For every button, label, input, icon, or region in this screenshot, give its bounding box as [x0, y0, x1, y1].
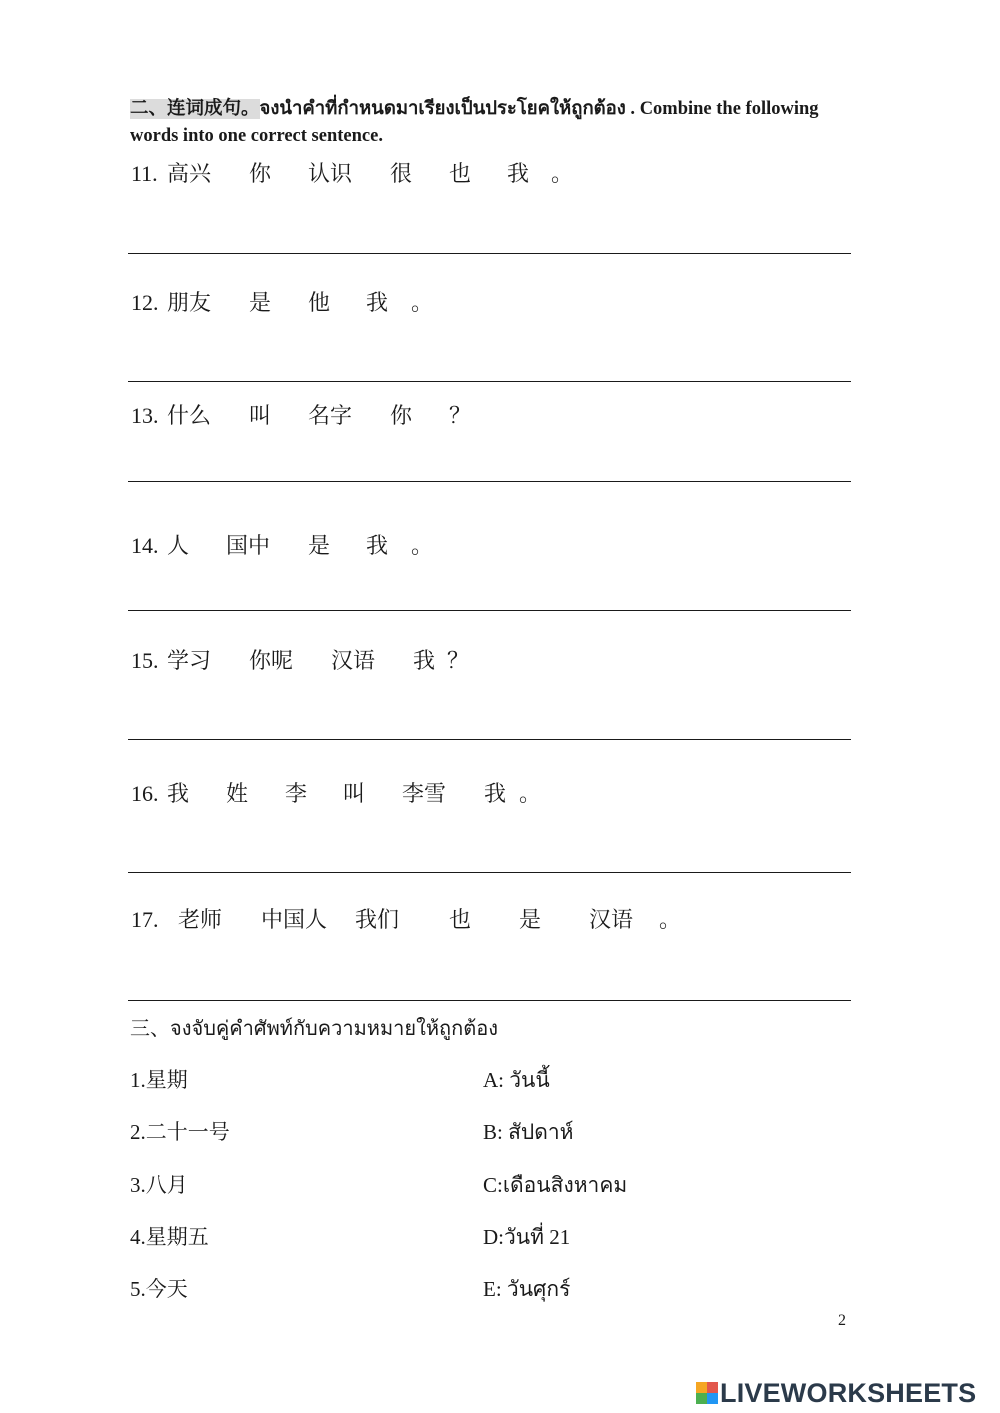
word-tile: 高兴	[167, 161, 212, 186]
word-tile: 老师	[178, 907, 223, 932]
word-tile: 朋友	[167, 290, 212, 315]
logo-square	[707, 1382, 718, 1393]
logo-square	[696, 1393, 707, 1404]
match-meaning-c[interactable]: C:เดือนสิงหาคม	[483, 1173, 628, 1197]
match-meaning-e[interactable]: E: วันศุกร์	[483, 1277, 571, 1301]
page-number: 2	[838, 1312, 846, 1329]
word-tile: 汉语	[589, 907, 634, 932]
match-meaning-b[interactable]: B: สัปดาห์	[483, 1120, 574, 1144]
word-tile: 名字	[308, 403, 353, 428]
answer-line[interactable]	[128, 610, 851, 611]
liveworksheets-logo	[696, 1375, 976, 1411]
question-number: 12.	[131, 290, 159, 315]
instruction-thai: จงนำคำที่กำหนดมาเรียงเป็นประโยคให้ถูกต้อง .	[259, 99, 640, 119]
word-tile: 。	[659, 907, 682, 932]
answer-line[interactable]	[128, 739, 851, 740]
word-tile: ？	[447, 648, 470, 673]
word-tile: 我	[167, 781, 190, 806]
word-tile: 中国人	[261, 907, 328, 932]
match-term-4[interactable]: 4.星期五	[130, 1225, 209, 1249]
word-tile: 叫	[343, 781, 366, 806]
logo-square	[707, 1393, 718, 1404]
word-tile: 什么	[167, 403, 212, 428]
word-tile: 我	[507, 161, 530, 186]
question-number: 13.	[131, 403, 159, 428]
word-tile: 你	[249, 161, 272, 186]
answer-line[interactable]	[128, 1000, 851, 1001]
word-tile: 我	[413, 648, 436, 673]
word-tile: 国中	[226, 533, 271, 558]
question-number: 15.	[131, 648, 159, 673]
word-tile: 我	[484, 781, 507, 806]
answer-line[interactable]	[128, 253, 851, 254]
match-term-5[interactable]: 5.今天	[130, 1277, 188, 1301]
word-tile: 。	[519, 781, 542, 806]
brand-name: LIVEWORKSHEETS	[720, 1378, 977, 1408]
answer-line[interactable]	[128, 381, 851, 382]
question-number: 17.	[131, 907, 159, 932]
match-meaning-d[interactable]: D:วันที่ 21	[483, 1225, 571, 1249]
word-tile: 李雪	[402, 781, 447, 806]
section-3-title: 三、จงจับคู่คำศัพท์กับความหมายให้ถูกต้อง	[130, 1018, 499, 1040]
instruction-english: Combine the following words into one correct sentence.	[130, 99, 819, 146]
word-tile: 。	[411, 533, 434, 558]
word-tile: 你呢	[249, 648, 294, 673]
word-tile: 是	[519, 907, 542, 932]
match-term-1[interactable]: 1.星期	[130, 1068, 188, 1092]
word-tile: 是	[308, 533, 331, 558]
section-2-instruction	[130, 96, 860, 150]
word-tile: 汉语	[331, 648, 376, 673]
word-tile: 人	[167, 533, 190, 558]
word-tile: 李	[285, 781, 308, 806]
word-tile: 也	[449, 161, 472, 186]
word-tile: 叫	[249, 403, 272, 428]
word-tile: 认识	[308, 161, 353, 186]
word-tile: 我们	[355, 907, 400, 932]
question-number: 16.	[131, 781, 159, 806]
answer-line[interactable]	[128, 481, 851, 482]
question-number: 11.	[131, 161, 158, 186]
section-2-heading: 二、连词成句。	[130, 99, 260, 119]
match-term-2[interactable]: 2.二十一号	[130, 1120, 230, 1144]
question-number: 14.	[131, 533, 159, 558]
word-tile: 你	[390, 403, 413, 428]
word-tile: 姓	[226, 781, 249, 806]
word-tile: 他	[308, 290, 331, 315]
word-tile: 我	[366, 533, 389, 558]
word-tile: 。	[411, 290, 434, 315]
word-tile: 是	[249, 290, 272, 315]
word-tile: 也	[449, 907, 472, 932]
match-term-3[interactable]: 3.八月	[130, 1173, 188, 1197]
match-meaning-a[interactable]: A: วันนี้	[483, 1068, 550, 1092]
answer-line[interactable]	[128, 872, 851, 873]
word-tile: 我	[366, 290, 389, 315]
logo-square	[696, 1382, 707, 1393]
word-tile: ？	[449, 403, 472, 428]
word-tile: 。	[551, 161, 574, 186]
word-tile: 学习	[167, 648, 212, 673]
liveworksheets-icon	[696, 1382, 718, 1404]
word-tile: 很	[390, 161, 413, 186]
